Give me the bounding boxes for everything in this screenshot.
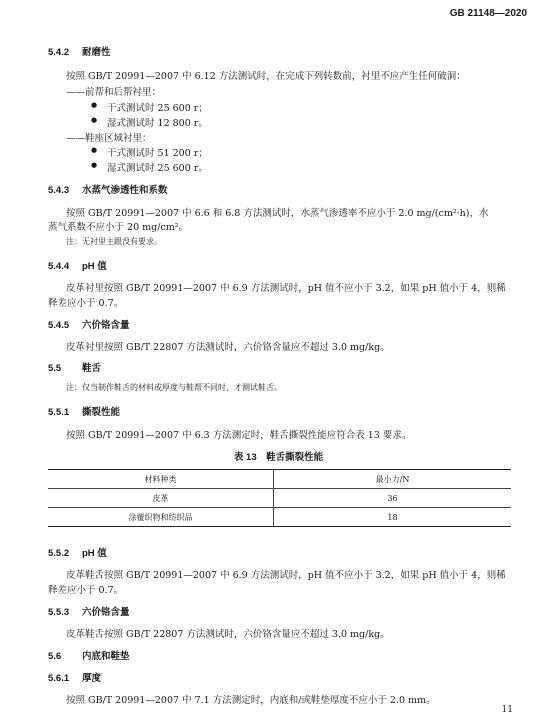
- section-heading: 5.5 鞋舌: [48, 363, 102, 374]
- paragraph: 释差应小于 0.7。: [48, 585, 124, 596]
- table-row: [48, 489, 511, 508]
- table-cell: 皮革: [152, 493, 169, 503]
- standard-number: GB 21148—2020: [449, 8, 527, 19]
- paragraph: 皮革鞋舌按照 GB/T 20991—2007 中 6.9 方法测试时，pH 值不应小于 3.2，如果 pH 值小于 4，则稀: [66, 570, 506, 581]
- table-row: [48, 508, 511, 526]
- list-heading: ——前帮和后帮衬里：: [66, 87, 162, 98]
- paragraph: 皮革鞋舌按照 GB/T 22807 方法测试时，六价铬含量应不超过 3.0 mg/kg。: [66, 629, 390, 640]
- section-heading: 5.4.4 pH 值: [48, 261, 107, 272]
- section-heading: 5.5.1 撕裂性能: [48, 407, 121, 418]
- note: 注：无衬里主跟没有要求。: [66, 237, 162, 246]
- section-heading: 5.5.2 pH 值: [48, 548, 107, 559]
- table-header-row: [48, 470, 511, 489]
- section-heading: 5.4.3 水蒸气渗透性和系数: [48, 185, 168, 196]
- list-item: ● 湿式测试时 12 800 r。: [107, 115, 208, 129]
- page-number: 11: [501, 705, 513, 715]
- paragraph: 按照 GB/T 20991—2007 中 6.3 方法测定时，鞋舌撕裂性能应符合表 13 要求。: [66, 430, 412, 441]
- section-heading: 5.6.1 厚度: [48, 673, 102, 684]
- paragraph: 皮革衬里按照 GB/T 20991—2007 中 6.9 方法测试时，pH 值不应小于 3.2，如果 pH 值小于 4，则稀: [66, 283, 506, 294]
- paragraph: 皮革衬里按照 GB/T 22807 方法测试时，六价铬含量应不超过 3.0 mg/kg。: [66, 342, 390, 353]
- note: 注：仅当制作鞋舌的材料或厚度与鞋帮不同时，才测试鞋舌。: [66, 383, 282, 392]
- paragraph: 蒸气系数不应小于 20 mg/cm²。: [48, 222, 189, 233]
- paragraph: 按照 GB/T 20991—2007 中 6.6 和 6.8 方法测试时，水蒸气渗透率不应小于 2.0 mg/(cm²·h)，水: [66, 208, 489, 219]
- table-cell: 18: [273, 508, 511, 526]
- table-header-cell: 最小力/N: [273, 470, 511, 488]
- list-item: ● 湿式测试时 25 600 r。: [107, 160, 208, 174]
- list-heading: ——鞋座区域衬里：: [66, 133, 152, 144]
- table-cell: 涂覆织物和纺织品: [128, 512, 193, 522]
- list-item: ● 干式测试时 25 600 r；: [107, 100, 208, 114]
- table-header-cell: 材料种类: [144, 474, 177, 484]
- paragraph: 按照 GB/T 20991—2007 中 6.12 方法测试时，在完成下列转数前，衬里不应产生任何破洞：: [66, 71, 466, 82]
- paragraph: 释差应小于 0.7。: [48, 298, 124, 309]
- table-cell: 36: [273, 489, 511, 507]
- table-caption: 表 13 鞋舌撕裂性能: [233, 452, 324, 463]
- section-heading: 5.5.3 六价铬含量: [48, 607, 130, 618]
- section-heading: 5.4.2 耐磨性: [48, 47, 111, 58]
- tear-strength-table: [48, 469, 511, 527]
- section-heading: 5.4.5 六价铬含量: [48, 320, 130, 331]
- list-item: ● 干式测试时 51 200 r；: [107, 145, 208, 159]
- section-heading: 5.6 内底和鞋垫: [48, 651, 130, 662]
- paragraph: 按照 GB/T 20991—2007 中 7.1 方法测定时，内底和/或鞋垫厚度不应小于 2.0 mm。: [66, 695, 436, 706]
